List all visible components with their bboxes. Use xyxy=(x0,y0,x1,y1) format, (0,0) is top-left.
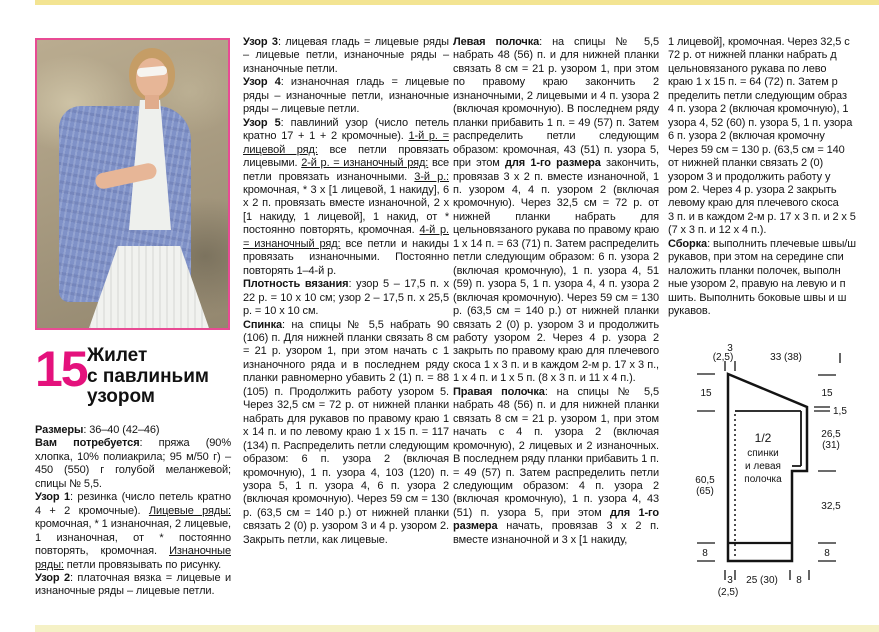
text-run: Узор 5 xyxy=(243,116,281,129)
title-line-3: узором xyxy=(87,386,155,407)
text-run: рукавов, при этом на середине спи xyxy=(668,251,844,264)
piece-caption-1: 1/2 xyxy=(754,431,772,445)
text-run: 4 п. узора 2 (включая кромочную), 1 xyxy=(668,103,849,116)
text-run: все петли провязать лицевыми. xyxy=(243,143,449,170)
text-run: петли провязывать по рисунку. xyxy=(63,558,222,571)
paragraph xyxy=(668,224,879,237)
dim-bottom-small-2: (2,5) xyxy=(717,587,739,598)
paragraph xyxy=(668,251,879,264)
text-run: Узор 1 xyxy=(35,491,71,504)
dim-left-mid-1: 60,5 xyxy=(695,475,715,486)
text-run: 3 п. и в каждом 2-м р. 17 х 3 п. и 2 х 5 xyxy=(668,210,856,223)
paragraph xyxy=(668,117,879,130)
text-run: 1-й р. = лицевой ряд: xyxy=(243,130,449,156)
text-run: Левая полочка xyxy=(453,36,540,48)
pattern-schematic xyxy=(690,343,879,605)
text-run: : на спицы № 5,5 набрать 48 (56) п. и для нижней планки связать 8 см = 21 р. узором 1, при этом начать с 4 п. узора 2 (включая кромочную), 2 лицевых и 2 изнаночных. В последнем ряду планки прибавить 1 п. = 49 (57) п. Затем распределить петли следующим образом: 4 п. узора 2 (включая кромочную), 1 п. узора 4, 43 (51) п. узора 5, при этом xyxy=(453,385,659,519)
text-run: цельновязаного рукава по лево xyxy=(668,62,827,75)
paragraph xyxy=(668,130,879,143)
text-run: наложить планки полочек, выполн xyxy=(668,264,841,277)
text-run: узором 3 и продолжить работу у xyxy=(668,170,831,183)
text-run: : 36–40 (42–46) xyxy=(83,424,160,436)
text-run: Лицевые ряды: xyxy=(148,504,231,517)
text-run: кромочная, * 1 изнаночная, 2 лицевые, 1 изнаночная, от * постоянно повторять, кромочная. xyxy=(35,518,231,558)
text-run: шить. Выполнить боковые швы и ш xyxy=(668,291,847,304)
dim-bottom-small-1: 3 xyxy=(727,575,733,586)
text-run: левому краю для плечевого скоса xyxy=(668,197,839,210)
dim-right-mid-2: (31) xyxy=(822,440,840,451)
bottom-accent-bar xyxy=(35,625,879,632)
text-run: краю 1 х 15 п. = 64 (72) п. Затем р xyxy=(668,76,838,89)
paragraph xyxy=(243,36,449,76)
text-run: пределить петли следующим образ xyxy=(668,89,847,102)
paragraph xyxy=(243,278,449,318)
text-run: 1 лицевой], кромочная. Через 32,5 с xyxy=(668,36,850,48)
dim-left-top: 15 xyxy=(700,388,712,399)
text-run: : узор 5 – 17,5 п. х 22 р. = 10 х 10 см; узор 2 – 17,5 п. х 25,5 р. = 10 х 10 см. xyxy=(243,278,449,318)
text-run: 2-й р. = изнаночный ряд: xyxy=(301,157,429,170)
dim-right-band: 1,5 xyxy=(833,406,847,417)
text-run: (7 х 3 п. и 12 х 4 п.). xyxy=(668,224,767,237)
text-run: : платочная вязка = лицевые и изнаночные ряды – лицевые петли. xyxy=(35,571,231,598)
text-run: : на спицы № 5,5 набрать 90 (106) п. Для нижней планки связать 8 см = 21 р. узором 1, при этом начать с 1 изнаночного ряда и в последнем ряду планки равномерно убавить 2 (1) п. = 88 (105) п. Продолжить работу узором 5. Через 32,5 см = 72 р. от нижней планки набрать для рукавов по правому краю 1 х 14 п. и по левому краю 1 х 15 п. = 117 (134) п. Распределить петли следующим образом: 6 п. узора 2 (включая кромочную), 1 п. узора 4, 103 (120) п. узора 5, 1 п. узора 4, 6 п. узора 2 (включая кромочную). Через 59 см = 130 р. (63,5 см = 140 р.) от нижней планки связать 2 (0) р. узором 3 и 4 р. узором 2. Закрыть петли, как лицевые. xyxy=(243,318,449,546)
dim-top-small-2: (2,5) xyxy=(712,352,734,363)
paragraph xyxy=(243,319,449,548)
dim-right-bottom: 8 xyxy=(824,548,830,559)
paragraph xyxy=(668,211,879,224)
text-run: начать, провязав 3 х 2 п. вместе изнаночной и 3 х [1 накиду, xyxy=(453,520,659,546)
dim-top-width: 33 (38) xyxy=(770,352,802,363)
pattern-title xyxy=(87,346,209,408)
text-run: все петли провязать изнаночными. xyxy=(243,157,449,183)
column-2-patterns-back xyxy=(243,36,449,547)
paragraph xyxy=(668,184,879,197)
top-accent-bar xyxy=(35,0,879,5)
paragraph xyxy=(668,197,879,210)
paragraph xyxy=(668,63,879,76)
dim-left-bottom: 8 xyxy=(702,548,708,559)
paragraph xyxy=(668,36,879,49)
text-run: Узор 4 xyxy=(243,76,281,89)
dim-top-small-1: 3 xyxy=(727,343,733,354)
text-run: : лицевая гладь = лицевые ряды – лицевые петли, изнаночные ряды – изнаночные петли. xyxy=(243,36,449,75)
paragraph xyxy=(668,171,879,184)
paragraph xyxy=(243,117,449,278)
text-run: 4-й р. = изнаночный ряд: xyxy=(243,224,449,250)
text-run: : на спицы № 5,5 набрать 48 (56) п. и для нижней планки связать 8 см = 21 р. узором 1, при этом по правому краю закончить 2 изнаночными, 2 лицевыми и 4 п. узора 2 (включая кромочную). В последнем ряду планки прибавить 1 п. = 49 (57) п. Затем распределить петли следующим образом: кромочная, 43 (51) п. узора 5, при этом xyxy=(453,36,659,170)
dim-left-mid-2: (65) xyxy=(696,486,714,497)
paragraph xyxy=(453,386,659,547)
column-4-assembly xyxy=(668,36,879,319)
text-run: кромочная, * 3 х [1 лицевой, 1 накиду], 6 х 2 п. провязать вместе изнаночной, 2 х [1 накиду, 1 лицевой], 1 накид, от * постоянно повторять, кромочная. xyxy=(243,183,449,237)
text-run: : павлиний узор (число петель кратно 17 + 1 + 2 кромочные). xyxy=(243,116,449,143)
text-run: все петли и накиды провязать изнаночными. Постоянно повторять 1–4-й р. xyxy=(243,237,449,277)
paragraph xyxy=(668,292,879,305)
text-run: : пряжа (90% хлопка, 10% полиакрила; 95 м/50 г) – 450 (550) г голубой меланжевой; спицы № 5,5. xyxy=(35,437,232,490)
text-run: Правая полочка xyxy=(453,385,545,398)
model-photo xyxy=(35,38,230,330)
schematic-drawing xyxy=(690,343,879,605)
text-run: : резинка (число петель кратно 4 + 2 кромочные). xyxy=(35,491,231,517)
text-run: для 1-го размера xyxy=(453,506,659,533)
piece-caption-4: полочка xyxy=(744,474,782,485)
piece-caption-3: и левая xyxy=(745,461,781,472)
paragraph xyxy=(453,36,659,386)
paragraph xyxy=(668,144,879,157)
model-neck xyxy=(145,95,159,109)
pattern-number: 15 xyxy=(35,341,87,397)
text-run: для 1-го размера xyxy=(505,157,601,170)
text-run: ром 2. Через 4 р. узора 2 закрыть xyxy=(668,183,837,196)
dim-bottom-right: 8 xyxy=(796,575,802,586)
text-run: Узор 2 xyxy=(35,571,70,584)
column-1-intro xyxy=(35,424,231,599)
text-run: Вам потребуется xyxy=(35,437,140,450)
text-run: узора 4, 52 (60) п. узора 5, 1 п. узора xyxy=(668,116,853,129)
paragraph xyxy=(35,437,231,491)
model-face xyxy=(136,58,168,98)
paragraph xyxy=(668,305,879,318)
paragraph xyxy=(35,491,231,572)
paragraph xyxy=(668,265,879,278)
dim-bottom-width: 25 (30) xyxy=(746,575,778,586)
paragraph xyxy=(668,238,879,251)
title-line-1: Жилет xyxy=(87,345,148,366)
text-run: ные узором 2, правую на левую и п xyxy=(668,278,846,291)
title-line-2: с павлиньим xyxy=(87,365,209,387)
paragraph xyxy=(243,76,449,116)
text-run: : выполнить плечевые швы/ш xyxy=(707,237,856,250)
text-run: Узор 3 xyxy=(243,36,278,48)
text-run: от нижней планки связать 2 (0) xyxy=(668,157,824,170)
paragraph xyxy=(35,572,231,599)
text-run: Изнаночные ряды: xyxy=(35,545,231,571)
paragraph xyxy=(668,103,879,116)
dim-right-top: 15 xyxy=(821,388,833,399)
text-run: Размеры xyxy=(35,424,84,436)
text-run: Сборка xyxy=(668,237,708,250)
text-run: Плотность вязания xyxy=(243,278,349,291)
text-run: Через 59 см = 130 р. (63,5 см = 140 xyxy=(668,143,845,156)
paragraph xyxy=(35,424,231,437)
text-run: Спинка xyxy=(243,318,283,331)
text-run: 72 р. от нижней планки набрать д xyxy=(668,49,837,62)
paragraph xyxy=(668,76,879,89)
dim-right-low: 32,5 xyxy=(821,501,841,512)
text-run: 3-й р.: xyxy=(414,170,450,183)
text-run: 6 п. узора 2 (включая кромочну xyxy=(668,130,825,143)
paragraph xyxy=(668,49,879,62)
paragraph xyxy=(668,90,879,103)
piece-caption-2: спинки xyxy=(747,448,779,459)
text-run: закончить, провязав 3 х 2 п. вместе изнаночной, 1 п. узором 4, 4 п. узором 2 (включая кромочную). Через 32,5 см = 72 р. от нижней планки набрать для цельновязаного рукава по правому краю 1 х 14 п. = 63 (71) п. Затем распределить петли следующим образом: 6 п. узора 2 (включая кромочную), 1 п. узора 4, 51 (59) п. узора 5, 1 п. узора 4, 4 п. узора 2 (включая кромочную). Через 59 см = 130 р. (63,5 см = 140 р.) от нижней планки связать 2 (0) р. узором 3 и продолжить работу узором 2. Через 4 р. узора 2 закрыть по правому краю для плечевого скоса 1 х 3 п. и в каждом 2-м р. 17 х 3 п., 1 х 4 п. и 1 х 5 п. (8 х 3 п. и 11 х 4 п.). xyxy=(453,157,659,385)
column-3-fronts xyxy=(453,36,659,547)
paragraph xyxy=(668,278,879,291)
dim-right-mid-1: 26,5 xyxy=(821,429,841,440)
text-run: : изнаночная гладь = лицевые ряды – изнаночные петли, изнаночные ряды – лицевые петли. xyxy=(243,76,449,116)
text-run: рукавов. xyxy=(668,305,711,318)
paragraph xyxy=(668,157,879,170)
